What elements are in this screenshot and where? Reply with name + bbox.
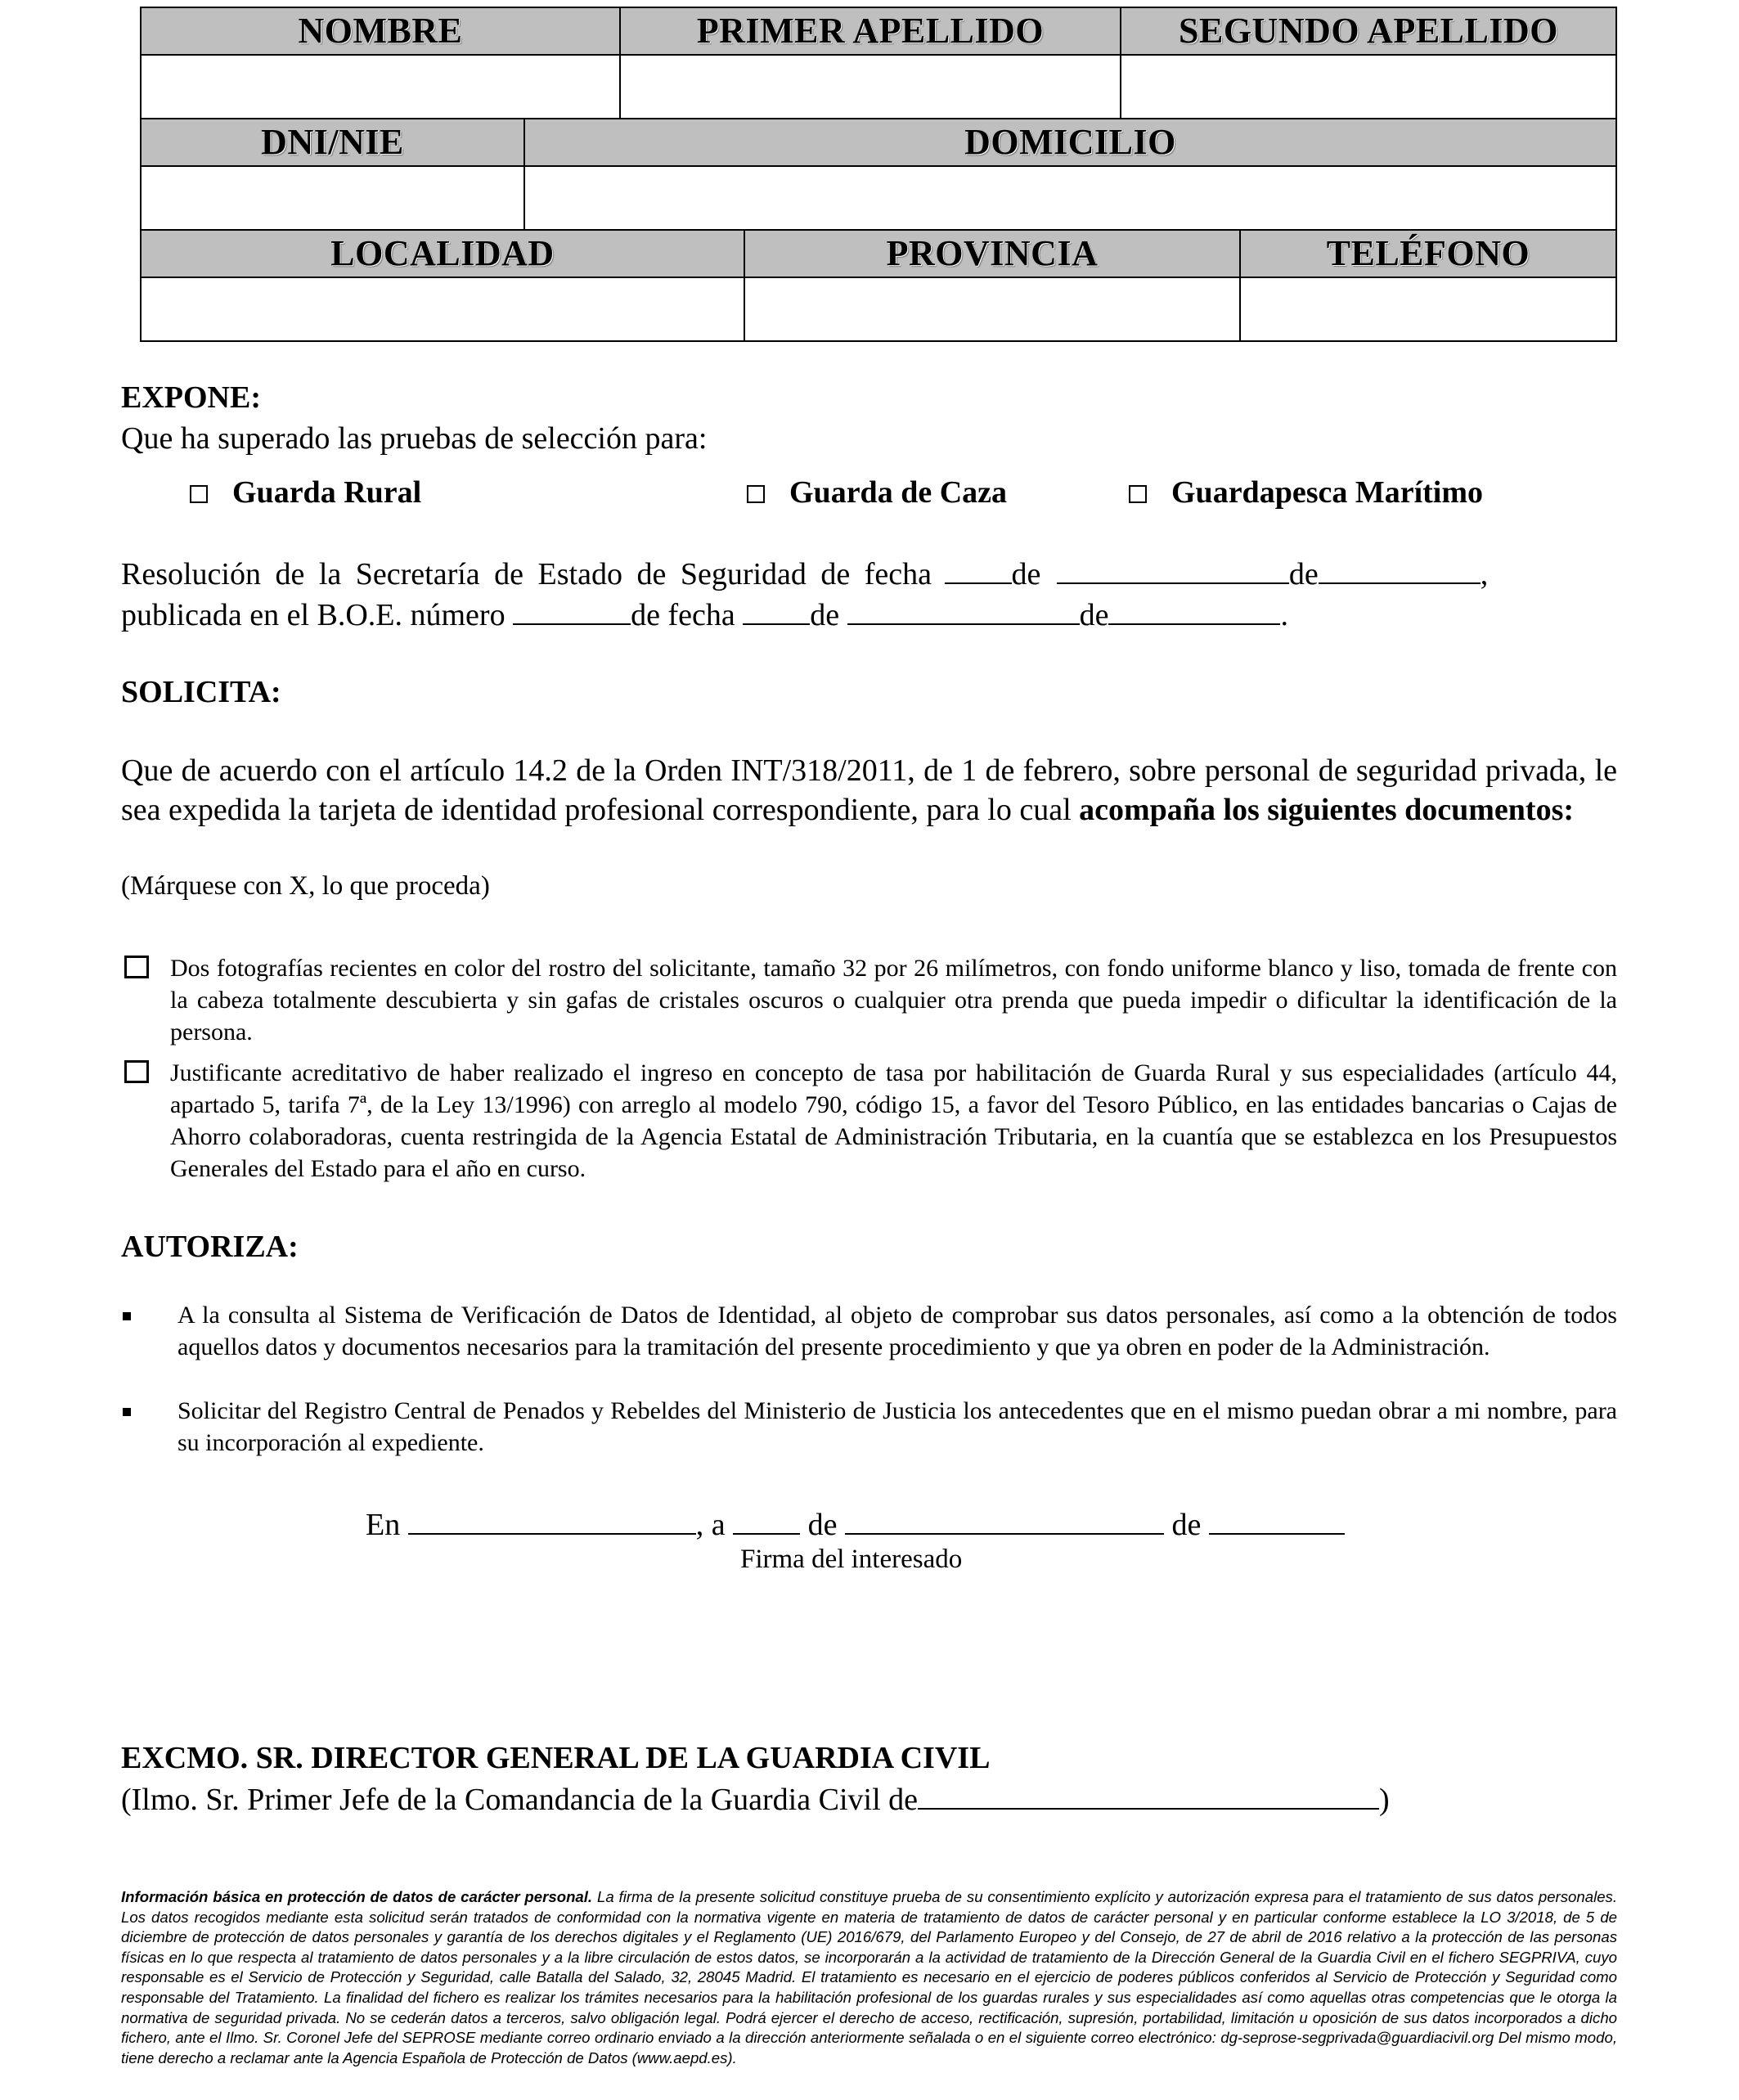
- bullet-icon: [123, 1408, 131, 1416]
- de-text: de: [810, 598, 840, 632]
- boe-month-blank[interactable]: [847, 594, 1080, 625]
- option-guarda-caza[interactable]: [747, 473, 1007, 512]
- expone-intro: Que ha superado las pruebas de selección para:: [121, 421, 708, 456]
- doc-photos: Dos fotografías recientes en color del rostro del solicitante, tamaño 32 por 26 milímetros, con fondo uniforme blanco y liso, tomada de frente con la cabeza totalmente descubierta y sin gafas de cristales oscuros o cualquier otra prenda que pueda impedir o dificultar la identificación de la persona.: [170, 955, 1617, 1046]
- segundo-apellido-field[interactable]: [1121, 56, 1615, 118]
- bullet-icon: [123, 1312, 131, 1320]
- doc-justificante: Justificante acreditativo de haber realizado el ingreso en concepto de tasa por habilitación de Guarda Rural y sus especialidades (artículo 44, apartado 5, tarifa 7ª, de la Ley 13/1996) con arreglo al modelo 790, código 15, a favor del Tesoro Público, en las entidades bancarias o Cajas de Ahorro colaboradoras, cuenta restringida de la Agencia Estatal de Administración Tributaria, en la cuantía que se establezca en los Presupuestos Generales del Estado para el año en curso.: [170, 1059, 1617, 1182]
- header-nombre: NOMBRE: [142, 8, 621, 54]
- option-guarda-rural[interactable]: [190, 473, 421, 512]
- period-text: .: [1280, 598, 1288, 632]
- nombre-field[interactable]: [142, 56, 621, 118]
- autoriza-item-2: Solicitar del Registro Central de Penados y Rebeldes del Ministerio de Justicia los antecedentes que en el mismo puedan obrar a mi nombre, para su incorporación al expediente.: [177, 1397, 1617, 1456]
- day-blank[interactable]: [945, 553, 1012, 584]
- solicita-text: Que de acuerdo con el artículo 14.2 de la Orden INT/318/2011, de 1 de febrero, sobre personal de seguridad privada, le sea expedida la tarjeta de identidad profesional correspondiente, para lo cual: [121, 753, 1617, 827]
- autoriza-heading: AUTORIZA:: [121, 1230, 299, 1264]
- option-label: Guardapesca Marítimo: [1171, 475, 1484, 510]
- year-blank[interactable]: [1319, 553, 1481, 584]
- de-text: de: [1171, 1508, 1202, 1542]
- a-text: , a: [695, 1508, 726, 1542]
- place-blank[interactable]: [408, 1504, 696, 1535]
- sign-day-blank[interactable]: [733, 1504, 800, 1535]
- checkbox-icon[interactable]: [124, 1060, 149, 1083]
- provincia-field[interactable]: [745, 278, 1241, 340]
- boe-number-blank[interactable]: [513, 594, 631, 625]
- boe-day-blank[interactable]: [743, 594, 810, 625]
- table-value-row: [142, 278, 1615, 340]
- addressee-text: (Ilmo. Sr. Primer Jefe de la Comandancia de la Guardia Civil de: [121, 1783, 918, 1817]
- dni-nie-field[interactable]: [142, 167, 525, 229]
- option-label: Guarda de Caza: [789, 475, 1007, 510]
- header-localidad: LOCALIDAD: [142, 231, 745, 277]
- table-header-row: [142, 231, 1615, 278]
- solicita-paragraph: [121, 751, 1617, 830]
- solicita-bold-text: acompaña los siguientes documentos:: [1079, 793, 1575, 827]
- firma-label: Firma del interesado: [740, 1545, 963, 1574]
- localidad-field[interactable]: [142, 278, 745, 340]
- comandancia-blank[interactable]: [918, 1778, 1379, 1810]
- domicilio-field[interactable]: [525, 167, 1615, 229]
- checkbox-icon[interactable]: [190, 485, 208, 503]
- footer-text: La firma de la presente solicitud constituye prueba de su consentimiento explícito y autorización expresa para el tratamiento de sus datos personales. Los datos recogidos mediante esta solicitud serán tratados de conformidad con la normativa vigente en materia de tratamiento de datos de carácter personal y en particular conforme establece la LO 3/2018, de 5 de diciembre de protección de datos personales y garantía de los derechos digitales y el Reglamento (UE) 2016/679, del Parlamento Europeo y del Consejo, de 27 de abril de 2016 relativo a la protección de las personas físicas en lo que respecta al tratamiento de datos personales y a la libre circulación de estos datos, se incorporarán a la actividad de tratamiento de la Dirección General de la Guardia Civil en el fichero SEGPRIVA, cuyo responsable es el Servicio de Protección y Seguridad, calle Batalla del Salado, 32, 28045 Madrid. El tratamiento es necesario en el ejercicio de poderes públicos conferidos al Servicio de Protección y Seguridad como responsable del Tratamiento. La finalidad del fichero es realizar los trámites necesarios para la habilitación profesional de los guardas rurales y sus especialidades así como aquellas otras competencias que le otorga la normativa de seguridad privada. No se cederán datos a terceros, salvo obligación legal. Podrá ejercer el derecho de acceso, rectificación, supresión, portabilidad, limitación u oposición de sus datos incorporados a dicho fichero, ante el Ilmo. Sr. Coronel Jefe del SEPROSE mediante correo ordinario enviado a la dirección anteriormente señalada o en el siguiente correo electrónico: dg-seprose-segprivada@guardiacivil.org Del mismo modo, tiene derecho a reclamar ante la Agencia Española de Protección de Datos (www.aepd.es).: [121, 1888, 1618, 2066]
- applicant-data-table: [140, 7, 1617, 342]
- de-text: de: [1288, 557, 1319, 591]
- close-paren: ): [1379, 1783, 1390, 1817]
- header-segundo-apellido: SEGUNDO APELLIDO: [1179, 11, 1558, 51]
- checkbox-icon[interactable]: [747, 485, 765, 503]
- table-header-row: [142, 8, 1615, 56]
- checkbox-icon[interactable]: [124, 956, 149, 978]
- sign-month-blank[interactable]: [845, 1504, 1164, 1535]
- sign-year-blank[interactable]: [1209, 1504, 1345, 1535]
- de-text: de: [1079, 598, 1109, 632]
- header-provincia: PROVINCIA: [745, 231, 1241, 277]
- mark-note: (Márquese con X, lo que proceda): [121, 871, 490, 901]
- expone-heading: EXPONE:: [121, 380, 261, 415]
- telefono-field[interactable]: [1241, 278, 1615, 340]
- table-value-row: [142, 167, 1615, 231]
- table-header-row: [142, 119, 1615, 167]
- solicita-heading: SOLICITA:: [121, 675, 281, 709]
- header-dni-nie: DNI/NIE: [142, 119, 525, 165]
- de-text: de: [807, 1508, 838, 1542]
- addressee-title: EXCMO. SR. DIRECTOR GENERAL DE LA GUARDIA CIVIL: [121, 1741, 991, 1775]
- en-text: En: [366, 1508, 401, 1542]
- checkbox-icon[interactable]: [1129, 485, 1147, 503]
- resolution-line-1: [121, 553, 1617, 594]
- resolution-text: Resolución de la Secretaría de Estado de Seguridad de fecha: [121, 557, 932, 591]
- resolution-line-2: [121, 594, 1288, 635]
- header-telefono: TELÉFONO: [1326, 233, 1530, 273]
- boe-year-blank[interactable]: [1108, 594, 1280, 625]
- header-primer-apellido: PRIMER APELLIDO: [621, 8, 1121, 54]
- de-text: de: [1011, 557, 1041, 591]
- de-fecha-text: de fecha: [631, 598, 735, 632]
- boe-text: publicada en el B.O.E. número: [121, 598, 506, 632]
- data-protection-footer: [121, 1887, 1617, 2068]
- footer-bold: Información básica en protección de datos de carácter personal.: [121, 1888, 593, 1905]
- header-domicilio: DOMICILIO: [964, 122, 1176, 162]
- option-label: Guarda Rural: [232, 475, 422, 510]
- primer-apellido-field[interactable]: [621, 56, 1121, 118]
- comma-text: ,: [1480, 557, 1489, 591]
- addressee-subtitle: [121, 1778, 1390, 1819]
- signature-line: [366, 1504, 1345, 1545]
- month-blank[interactable]: [1057, 553, 1289, 584]
- option-guardapesca[interactable]: [1129, 473, 1483, 512]
- table-value-row: [142, 56, 1615, 119]
- autoriza-item-1: A la consulta al Sistema de Verificación de Datos de Identidad, al objeto de comprobar sus datos personales, así como a la obtención de todos aquellos datos y documentos necesarios para la tramitación del presente procedimiento y que ya obren en poder de la Administración.: [177, 1302, 1617, 1360]
